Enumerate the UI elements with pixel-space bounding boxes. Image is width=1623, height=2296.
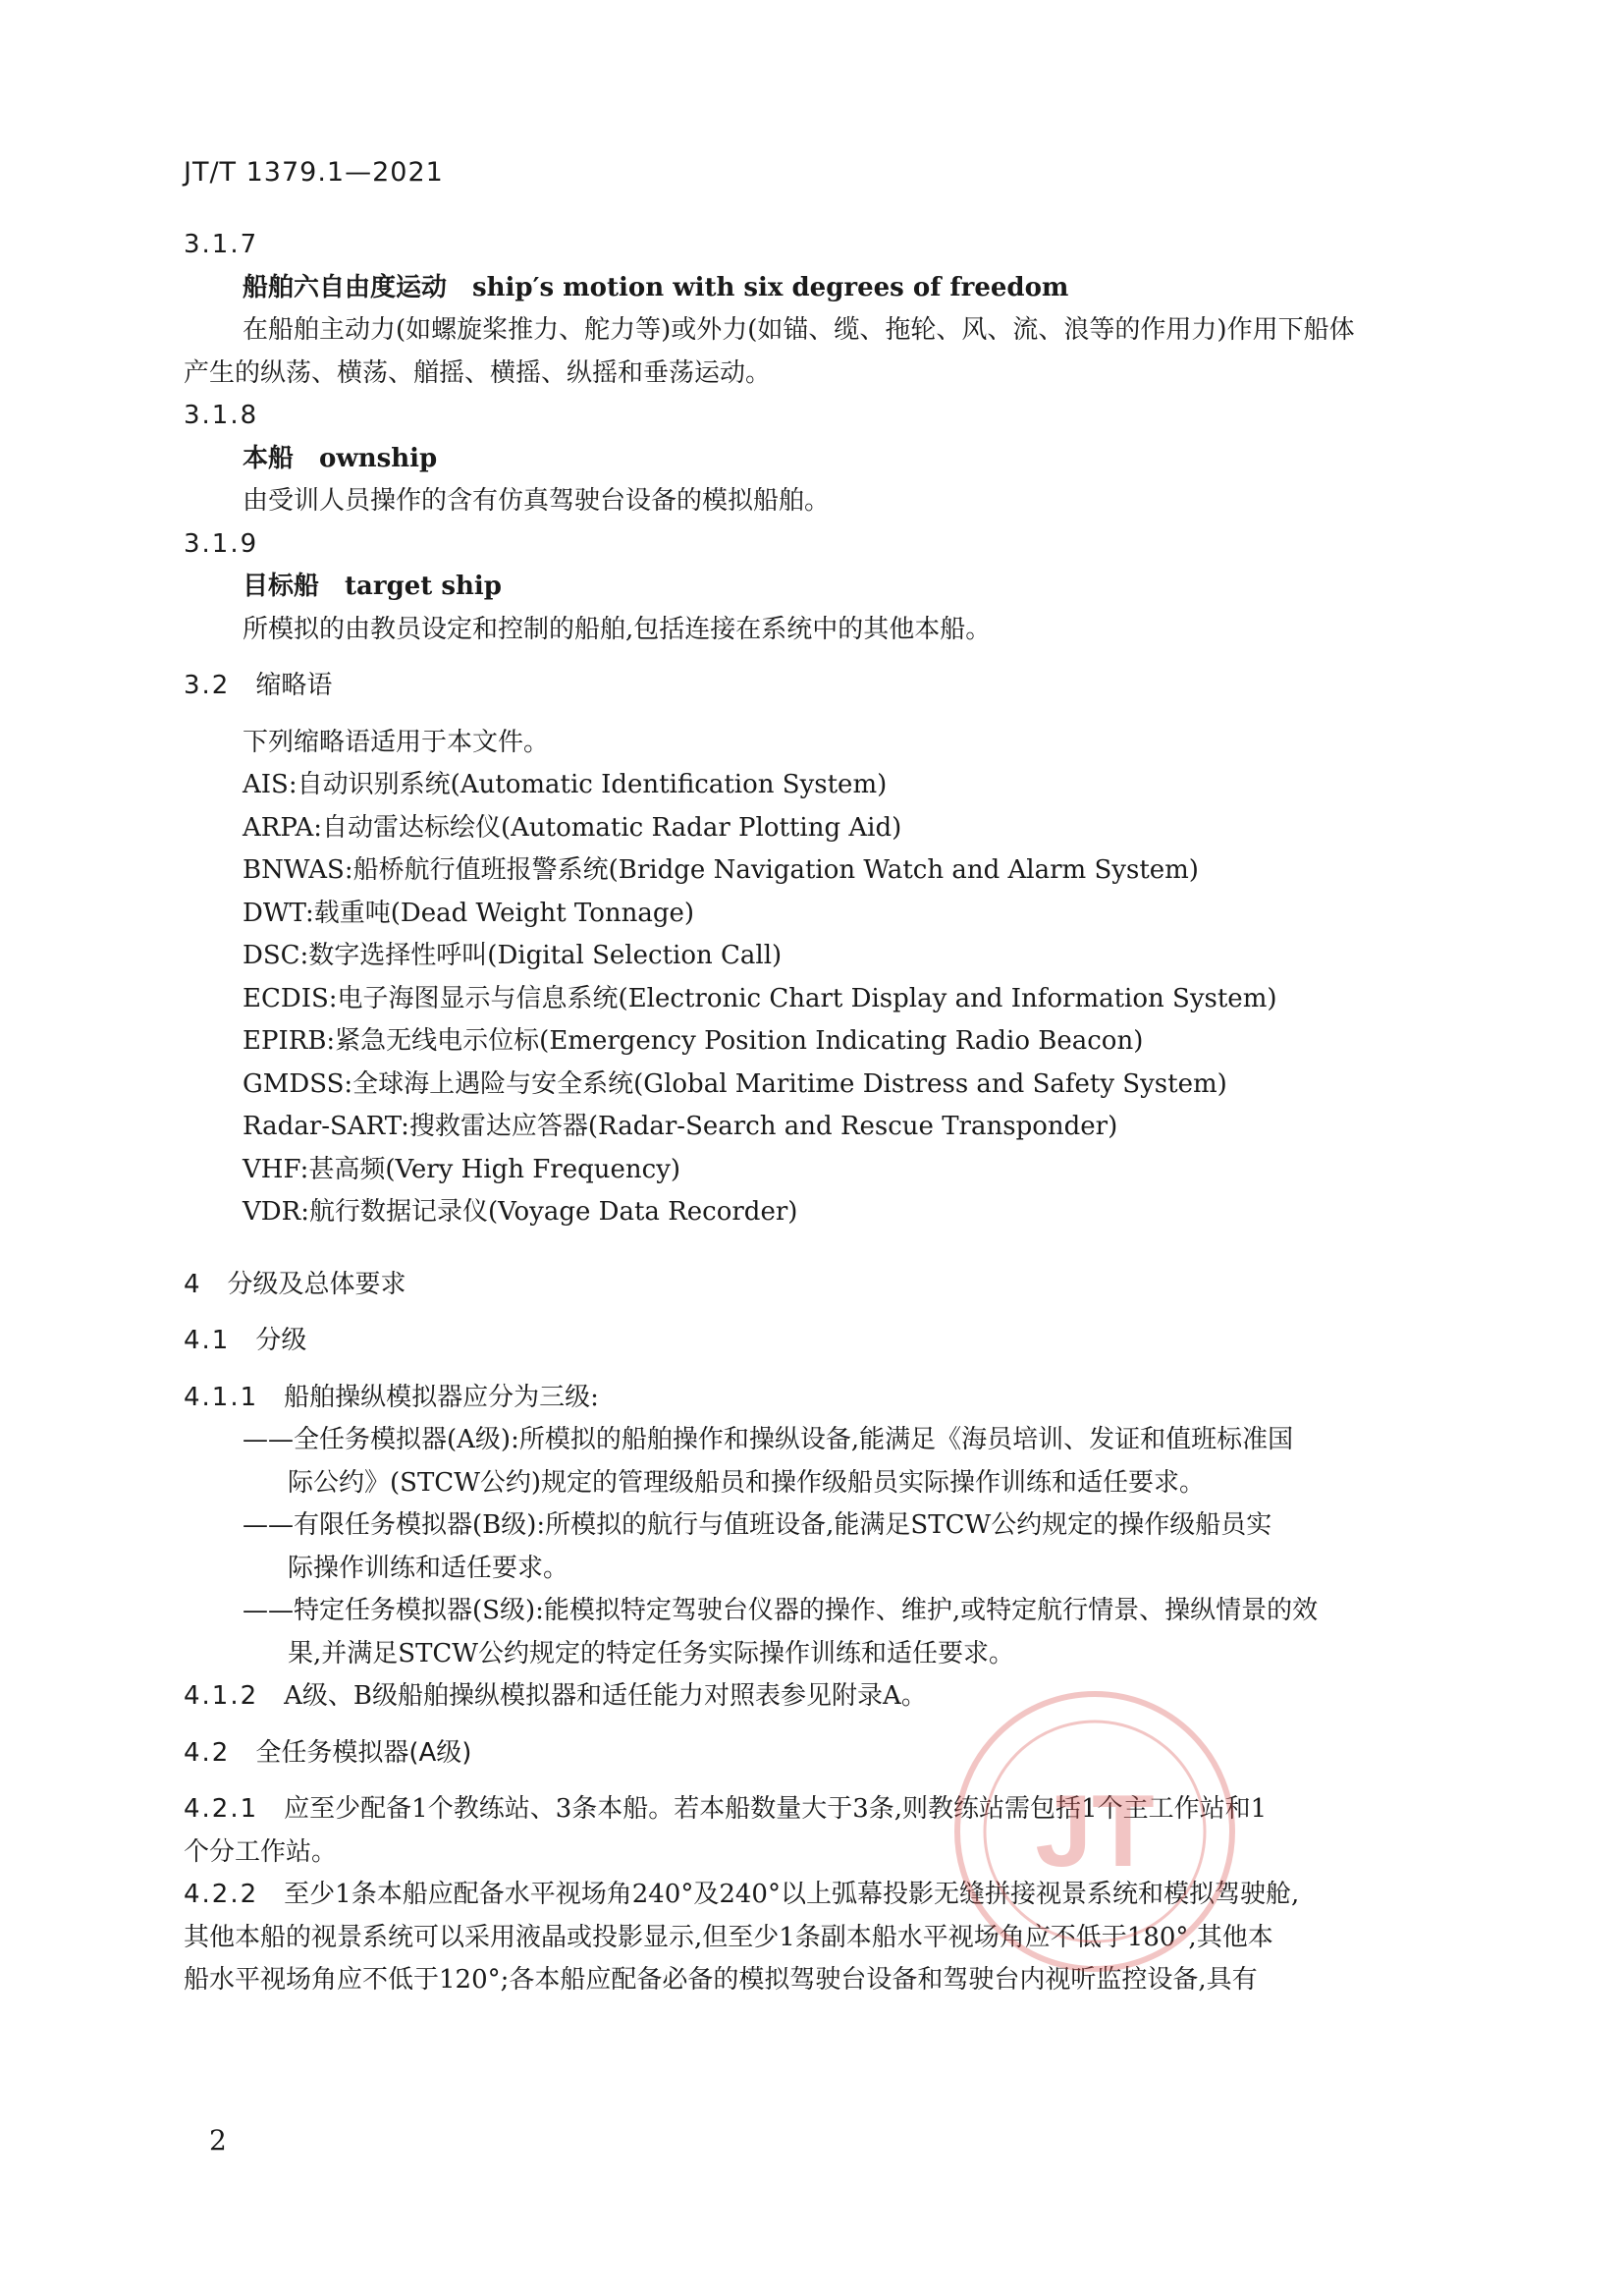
chapter-number: 4 xyxy=(184,1269,202,1299)
abbreviation-item: DSC:数字选择性呼叫(Digital Selection Call) xyxy=(243,941,783,970)
grade-item-line: 际公约》(STCW公约)规定的管理级船员和操作级船员实际操作训练和适任要求。 xyxy=(288,1467,1206,1498)
clause-number: 3.1.9 xyxy=(184,528,259,559)
stamp-text: JT xyxy=(1035,1775,1155,1888)
abbreviation-list xyxy=(184,764,1450,1234)
clause-text: A级、B级船舶操纵模拟器和适任能力对照表参见附录A。 xyxy=(284,1681,927,1711)
clause-4-1-1 xyxy=(184,1377,1450,1420)
abbreviation-item: VHF:甚高频(Very High Frequency) xyxy=(243,1154,681,1184)
clause-4-2-1 xyxy=(184,1788,1450,1831)
clause-number: 4.2.1 xyxy=(184,1794,259,1824)
definition-line: 由受训人员操作的含有仿真驾驶台设备的模拟船舶。 xyxy=(243,486,831,516)
section-heading xyxy=(184,1320,1450,1363)
section-heading xyxy=(184,1732,1450,1776)
abbreviation-item: Radar-SART:搜救雷达应答器(Radar-Search and Rescue Transponder) xyxy=(243,1112,1118,1141)
section-number: 4.1 xyxy=(184,1326,231,1355)
definition-line: 在船舶主动力(如螺旋桨推力、舵力等)或外力(如锚、缆、拖轮、风、流、浪等的作用力)作用下船体 xyxy=(243,315,1355,345)
jt-watermark-stamp xyxy=(947,1684,1242,1979)
clause-text: 船水平视场角应不低于120°;各本船应配备必备的模拟驾驶台设备和驾驶台内视听监控设备,具有 xyxy=(184,1965,1258,1995)
abbreviation-item: ARPA:自动雷达标绘仪(Automatic Radar Plotting Aid) xyxy=(243,812,902,843)
grade-item-line: 际操作训练和适任要求。 xyxy=(288,1553,569,1583)
abbreviation-item: VDR:航行数据记录仪(Voyage Data Recorder) xyxy=(243,1197,798,1227)
standard-code-header: JT/T 1379.1—2021 xyxy=(184,157,444,188)
abbreviation-item: AIS:自动识别系统(Automatic Identification System) xyxy=(243,770,888,799)
definition-line: 所模拟的由教员设定和控制的船舶,包括连接在系统中的其他本船。 xyxy=(243,614,992,644)
section-number: 4.2 xyxy=(184,1737,231,1768)
clause-number: 3.1.7 xyxy=(184,230,259,259)
section-title: 分级 xyxy=(255,1326,307,1355)
term-chinese: 本船 xyxy=(243,443,295,473)
grade-item-line: 果,并满足STCW公约规定的特定任务实际操作训练和适任要求。 xyxy=(288,1638,1015,1668)
clause-text: 至少1条本船应配备水平视场角240°及240°以上弧幕投影无缝拼接视景系统和模拟驾驶舱, xyxy=(284,1880,1300,1909)
grade-item-line: ——特定任务模拟器(S级):能模拟特定驾驶台仪器的操作、维护,或特定航行情景、操纵情景的效 xyxy=(243,1596,1319,1625)
clause-text: 船舶操纵模拟器应分为三级: xyxy=(284,1382,599,1412)
clause-text: 应至少配备1个教练站、3条本船。若本船数量大于3条,则教练站需包括1个主工作站和1 xyxy=(284,1794,1268,1824)
clause-number: 3.1.8 xyxy=(184,401,259,430)
term-english: target ship xyxy=(345,572,502,601)
clause-text: 个分工作站。 xyxy=(184,1836,338,1867)
grade-list xyxy=(184,1419,1450,1675)
term-heading xyxy=(184,267,1450,310)
abbreviation-item: BNWAS:船桥航行值班报警系统(Bridge Navigation Watch and Alarm System) xyxy=(243,855,1199,885)
section-heading xyxy=(184,665,1450,708)
clause-text: 其他本船的视景系统可以采用液晶或投影显示,但至少1条副本船水平视场角应不低于180°,其他本 xyxy=(184,1922,1273,1952)
term-english: ship′s motion with six degrees of freedom xyxy=(472,272,1069,302)
chapter-title: 分级及总体要求 xyxy=(227,1269,406,1299)
section-title: 缩略语 xyxy=(255,671,333,700)
document-body xyxy=(184,224,1450,2002)
clause-4-2-2 xyxy=(184,1874,1450,1917)
page-number: 2 xyxy=(209,2124,227,2157)
term-chinese: 船舶六自由度运动 xyxy=(243,272,448,302)
definition-line: 产生的纵荡、横荡、艏摇、横摇、纵摇和垂荡运动。 xyxy=(184,357,772,388)
clause-number: 4.2.2 xyxy=(184,1880,259,1909)
abbreviation-item: EPIRB:紧急无线电示位标(Emergency Position Indicating Radio Beacon) xyxy=(243,1026,1144,1056)
clause-number: 4.1.1 xyxy=(184,1382,259,1412)
clause-number: 4.1.2 xyxy=(184,1681,259,1711)
grade-item-line: ——有限任务模拟器(B级):所模拟的航行与值班设备,能满足STCW公约规定的操作级船员实 xyxy=(243,1510,1272,1540)
term-chinese: 目标船 xyxy=(243,572,320,601)
section-number: 3.2 xyxy=(184,671,231,700)
grade-item-line: ——全任务模拟器(A级):所模拟的船舶操作和操纵设备,能满足《海员培训、发证和值班标准国 xyxy=(243,1425,1294,1454)
abbreviation-item: GMDSS:全球海上遇险与安全系统(Global Maritime Distress and Safety System) xyxy=(243,1068,1227,1099)
term-english: ownship xyxy=(319,443,438,473)
abbreviation-item: DWT:载重吨(Dead Weight Tonnage) xyxy=(243,898,695,928)
chapter-heading xyxy=(184,1264,1450,1307)
abbreviation-item: ECDIS:电子海图显示与信息系统(Electronic Chart Display and Information System) xyxy=(243,983,1277,1013)
clause-4-1-2 xyxy=(184,1675,1450,1719)
term-heading xyxy=(184,566,1450,609)
abbreviation-intro: 下列缩略语适用于本文件。 xyxy=(243,727,550,757)
term-heading xyxy=(184,438,1450,481)
section-title: 全任务模拟器(A级) xyxy=(255,1737,472,1768)
